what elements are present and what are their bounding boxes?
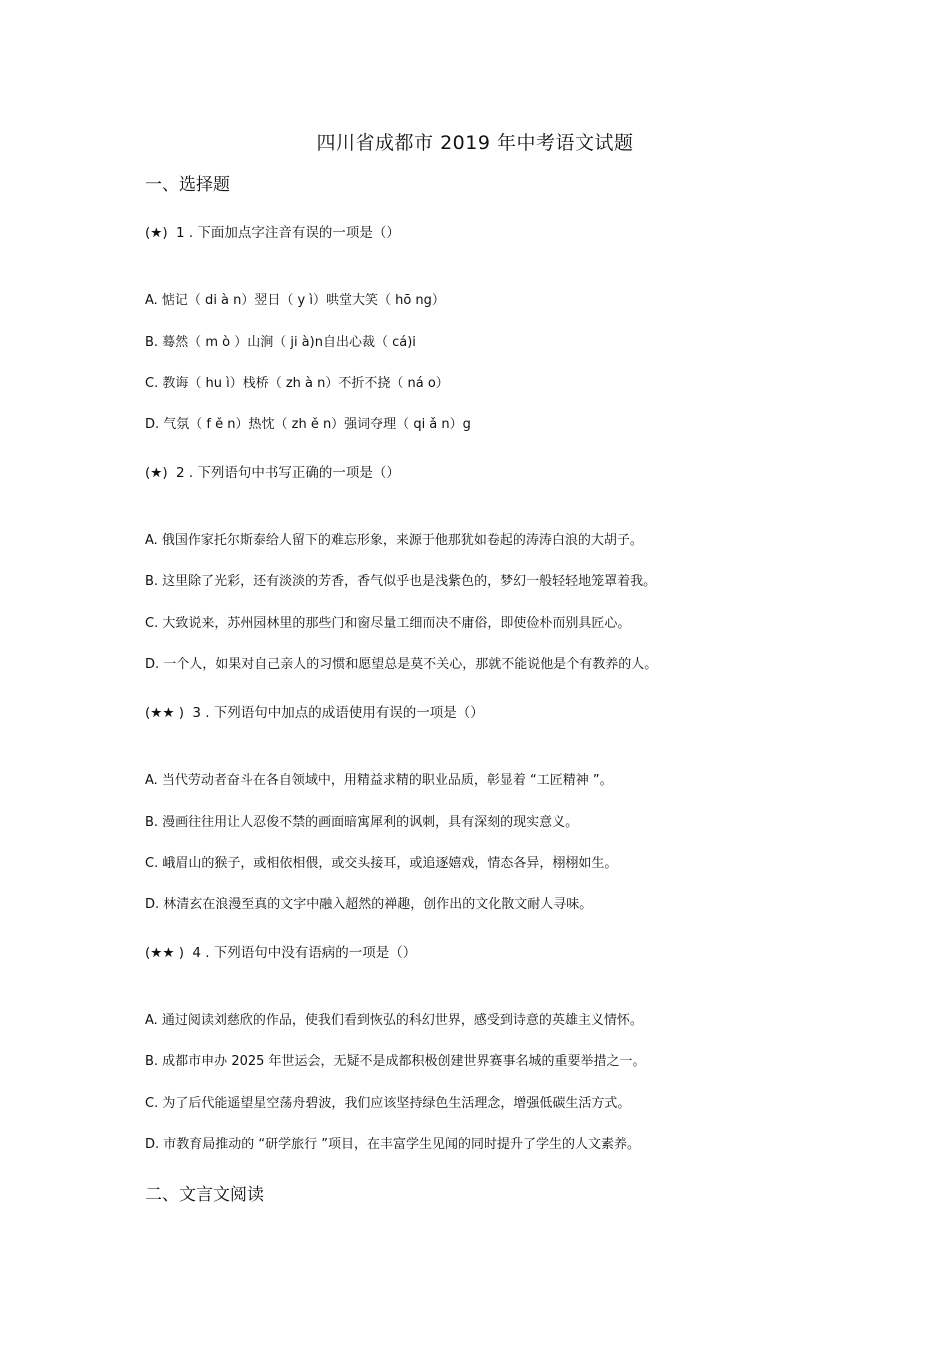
q1-option-a: A. 惦记（ di à n）翌日（ y ì）哄堂大笑（ hō ng） xyxy=(145,293,445,308)
q1-option-c: C. 教诲（ hu ì）栈桥（ zh à n）不折不挠（ ná o） xyxy=(145,376,449,391)
question-3 xyxy=(145,701,484,721)
difficulty-stars: (★) xyxy=(145,225,168,241)
question-text: 1 . 下面加点字注音有误的一项是（） xyxy=(175,225,400,241)
q1-option-d: D. 气氛（ f ě n）热忱（ zh ě n）强词夺理（ qi ǎ n）g xyxy=(145,417,471,432)
q3-option-a: A. 当代劳动者奋斗在各自领域中，用精益求精的职业品质，彰显着 “工匠精神 ”。 xyxy=(145,773,613,788)
q4-option-d: D. 市教育局推动的 “研学旅行 ”项目，在丰富学生见闻的同时提升了学生的人文素养。 xyxy=(145,1137,641,1152)
question-4 xyxy=(145,941,416,961)
q3-option-d: D. 林清玄在浪漫至真的文字中融入超然的禅趣，创作出的文化散文耐人寻味。 xyxy=(145,897,593,912)
q2-option-c: C. 大致说来，苏州园林里的那些门和窗尽量工细而决不庸俗，即使俭朴而别具匠心。 xyxy=(145,616,631,631)
q4-option-c: C. 为了后代能遥望星空荡舟碧波，我们应该坚持绿色生活理念，增强低碳生活方式。 xyxy=(145,1096,631,1111)
q2-option-b: B. 这里除了光彩，还有淡淡的芳香，香气似乎也是浅紫色的，梦幻一般轻轻地笼罩着我。 xyxy=(145,574,657,589)
q3-option-b: B. 漫画往往用让人忍俊不禁的画面暗寓犀利的讽刺，具有深刻的现实意义。 xyxy=(145,815,579,830)
section-heading-classical: 二、文言文阅读 xyxy=(145,1185,264,1205)
page-title: 四川省成都市 2019 年中考语文试题 xyxy=(316,132,634,154)
q1-option-b: B. 蓦然（ m ò ）山涧（ ji à)n自出心裁（ cá)i xyxy=(145,335,416,350)
question-text: 2 . 下列语句中书写正确的一项是（） xyxy=(175,465,400,481)
q2-option-a: A. 俄国作家托尔斯泰给人留下的难忘形象，来源于他那犹如卷起的涛涛白浪的大胡子。 xyxy=(145,533,643,548)
difficulty-stars: (★★ ) xyxy=(145,705,185,721)
question-1 xyxy=(145,221,400,241)
difficulty-stars: (★) xyxy=(145,465,168,481)
question-text: 3 . 下列语句中加点的成语使用有误的一项是（） xyxy=(192,705,484,721)
q2-option-d: D. 一个人，如果对自己亲人的习惯和愿望总是莫不关心，那就不能说他是个有教养的人。 xyxy=(145,657,658,672)
q4-option-a: A. 通过阅读刘慈欣的作品，使我们看到恢弘的科幻世界，感受到诗意的英雄主义情怀。 xyxy=(145,1013,643,1028)
q4-option-b: B. 成都市申办 2025 年世运会，无疑不是成都积极创建世界赛事名城的重要举措之一。 xyxy=(145,1054,646,1069)
question-text: 4 . 下列语句中没有语病的一项是（） xyxy=(192,945,417,961)
q3-option-c: C. 峨眉山的猴子，或相依相偎，或交头接耳，或追逐嬉戏，情态各异，栩栩如生。 xyxy=(145,856,618,871)
section-heading-choice: 一、选择题 xyxy=(145,175,230,195)
question-2 xyxy=(145,461,400,481)
difficulty-stars: (★★ ) xyxy=(145,945,185,961)
